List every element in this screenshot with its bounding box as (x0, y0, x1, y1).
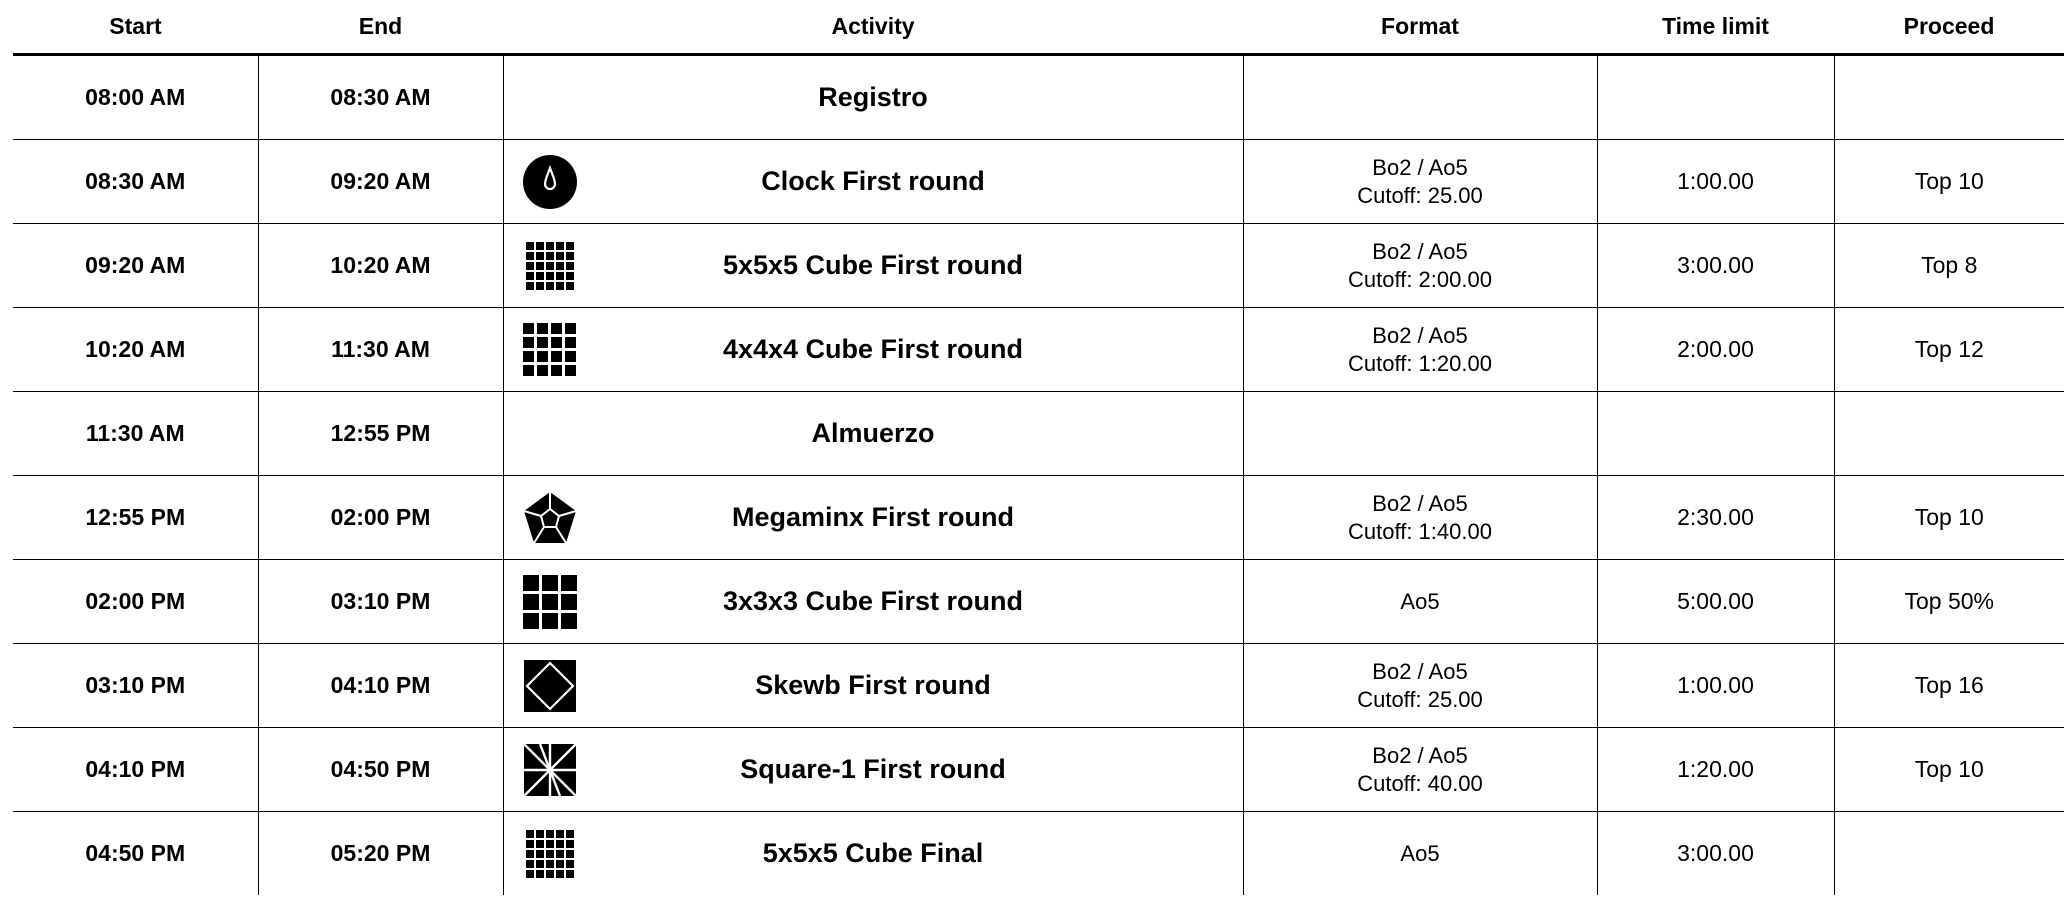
start-time: 12:55 PM (13, 476, 258, 560)
proceed: Top 10 (1834, 728, 2064, 812)
start-time: 08:30 AM (13, 140, 258, 224)
activity-cell (503, 140, 1243, 224)
format-cell (1243, 140, 1597, 224)
table-row (13, 728, 2064, 812)
time-limit: 3:00.00 (1597, 812, 1834, 896)
start-time: 04:50 PM (13, 812, 258, 896)
proceed (1834, 392, 2064, 476)
header-time-limit: Time limit (1597, 0, 1834, 55)
table-row (13, 560, 2064, 644)
activity-name: 5x5x5 Cube First round (722, 250, 1024, 280)
header-format: Format (1243, 0, 1597, 55)
end-time: 09:20 AM (258, 140, 503, 224)
format-cell (1243, 812, 1597, 896)
format-line: Bo2 / Ao5 (1372, 658, 1468, 684)
table-row (13, 224, 2064, 308)
start-time: 09:20 AM (13, 224, 258, 308)
end-time: 04:10 PM (258, 644, 503, 728)
cutoff-line: Cutoff: 25.00 (1357, 686, 1483, 712)
header-activity: Activity (503, 0, 1243, 55)
proceed (1834, 55, 2064, 140)
table-row (13, 476, 2064, 560)
format-cell (1243, 392, 1597, 476)
end-time: 04:50 PM (258, 728, 503, 812)
proceed: Top 16 (1834, 644, 2064, 728)
activity-name: Square-1 First round (740, 754, 1006, 784)
cutoff-line: Cutoff: 1:20.00 (1348, 350, 1492, 376)
format-line: Bo2 / Ao5 (1372, 154, 1468, 180)
time-limit: 2:00.00 (1597, 308, 1834, 392)
format-cell (1243, 476, 1597, 560)
format-line: Ao5 (1400, 840, 1440, 866)
time-limit: 1:00.00 (1597, 140, 1834, 224)
format-cell (1243, 560, 1597, 644)
time-limit (1597, 392, 1834, 476)
start-time: 11:30 AM (13, 392, 258, 476)
format-cell (1243, 644, 1597, 728)
clock-icon (520, 152, 580, 212)
cutoff-line: Cutoff: 40.00 (1357, 770, 1483, 796)
table-row (13, 140, 2064, 224)
proceed: Top 8 (1834, 224, 2064, 308)
header-row (13, 0, 2064, 55)
activity-cell (503, 728, 1243, 812)
proceed: Top 10 (1834, 140, 2064, 224)
activity-name: Skewb First round (755, 670, 991, 700)
cube-4x4-icon (520, 320, 580, 380)
schedule-table (13, 0, 2064, 895)
end-time: 12:55 PM (258, 392, 503, 476)
end-time: 02:00 PM (258, 476, 503, 560)
header-start: Start (13, 0, 258, 55)
table-row (13, 392, 2064, 476)
format-cell (1243, 728, 1597, 812)
activity-cell (503, 55, 1243, 140)
activity-name: Almuerzo (811, 418, 935, 448)
format-line: Bo2 / Ao5 (1372, 490, 1468, 516)
proceed: Top 50% (1834, 560, 2064, 644)
activity-name: 3x3x3 Cube First round (722, 586, 1024, 616)
activity-name: Megaminx First round (731, 502, 1015, 532)
activity-cell (503, 812, 1243, 896)
activity-cell (503, 644, 1243, 728)
cube-5x5-icon (520, 236, 580, 296)
format-line: Ao5 (1400, 588, 1440, 614)
start-time: 03:10 PM (13, 644, 258, 728)
time-limit (1597, 55, 1834, 140)
start-time: 08:00 AM (13, 55, 258, 140)
square1-icon (520, 740, 580, 800)
activity-name: 4x4x4 Cube First round (722, 334, 1024, 364)
proceed: Top 12 (1834, 308, 2064, 392)
proceed: Top 10 (1834, 476, 2064, 560)
format-cell (1243, 308, 1597, 392)
skewb-icon (520, 656, 580, 716)
activity-cell (503, 308, 1243, 392)
format-line: Bo2 / Ao5 (1372, 238, 1468, 264)
header-proceed: Proceed (1834, 0, 2064, 55)
time-limit: 1:00.00 (1597, 644, 1834, 728)
end-time: 05:20 PM (258, 812, 503, 896)
end-time: 11:30 AM (258, 308, 503, 392)
cutoff-line: Cutoff: 1:40.00 (1348, 518, 1492, 544)
end-time: 03:10 PM (258, 560, 503, 644)
time-limit: 1:20.00 (1597, 728, 1834, 812)
table-row (13, 812, 2064, 896)
activity-name: Clock First round (761, 166, 985, 196)
activity-name: 5x5x5 Cube Final (762, 838, 984, 868)
cube-3x3-icon (520, 572, 580, 632)
activity-name: Registro (818, 82, 928, 112)
activity-cell (503, 224, 1243, 308)
end-time: 08:30 AM (258, 55, 503, 140)
format-cell (1243, 224, 1597, 308)
format-line: Bo2 / Ao5 (1372, 742, 1468, 768)
cutoff-line: Cutoff: 2:00.00 (1348, 266, 1492, 292)
time-limit: 2:30.00 (1597, 476, 1834, 560)
start-time: 10:20 AM (13, 308, 258, 392)
cutoff-line: Cutoff: 25.00 (1357, 182, 1483, 208)
activity-cell (503, 392, 1243, 476)
table-row (13, 644, 2064, 728)
table-row (13, 308, 2064, 392)
table-row (13, 55, 2064, 140)
activity-cell (503, 560, 1243, 644)
time-limit: 3:00.00 (1597, 224, 1834, 308)
header-end: End (258, 0, 503, 55)
megaminx-icon (520, 488, 580, 548)
time-limit: 5:00.00 (1597, 560, 1834, 644)
format-line: Bo2 / Ao5 (1372, 322, 1468, 348)
end-time: 10:20 AM (258, 224, 503, 308)
cube-5x5-icon (520, 824, 580, 884)
start-time: 02:00 PM (13, 560, 258, 644)
format-cell (1243, 55, 1597, 140)
activity-cell (503, 476, 1243, 560)
start-time: 04:10 PM (13, 728, 258, 812)
proceed (1834, 812, 2064, 896)
